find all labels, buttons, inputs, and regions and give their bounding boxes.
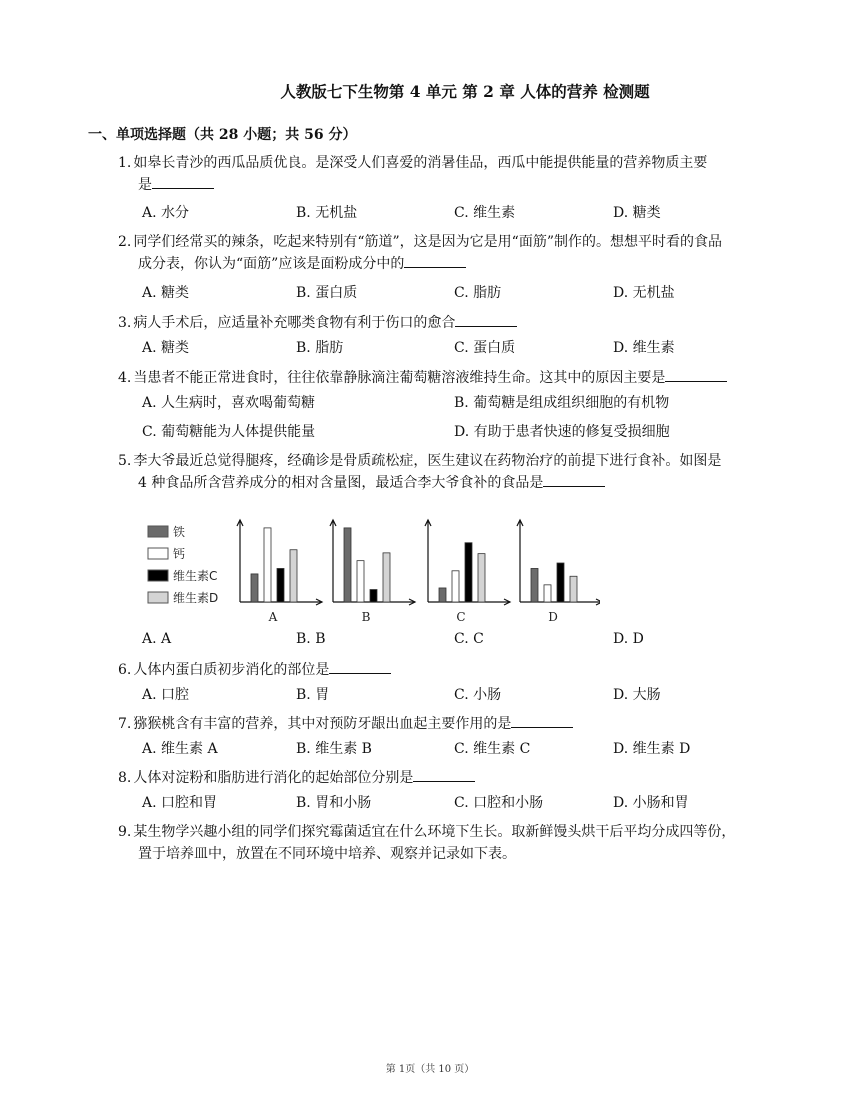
bar-a-3 <box>277 568 284 602</box>
options-4-row2 <box>142 421 742 443</box>
answer-blank[interactable] <box>511 713 573 728</box>
option-d[interactable]: D. 有助于患者快速的修复受损细胞 <box>454 424 670 440</box>
bar-b-1 <box>344 528 351 602</box>
question-2 <box>118 231 768 275</box>
question-text: 人体内蛋白质初步消化的部位是 <box>133 662 330 678</box>
question-text: 某生物学兴趣小组的同学们探究霉菌适宜在什么环境下生长。取新鲜馒头烘干后平均分成四等份， <box>133 824 736 840</box>
answer-blank[interactable] <box>413 767 475 782</box>
question-9 <box>118 821 768 865</box>
x-tick-label: C <box>456 610 466 624</box>
options-7 <box>142 738 742 760</box>
question-text: 如皋长青沙的西瓜品质优良。是深受人们喜爱的消暑佳品，西瓜中能提供能量的营养物质主要 <box>133 155 708 171</box>
option-c[interactable]: C. 葡萄糖能为人体提供能量 <box>142 424 316 440</box>
legend-label: 铁 <box>173 525 186 539</box>
legend-swatch <box>148 592 168 603</box>
bar-d-3 <box>557 563 564 602</box>
question-text-cont: 是 <box>138 177 152 193</box>
question-text: 李大爷最近总觉得腿疼，经确诊是骨质疏松症，医生建议在药物治疗的前提下进行食补。如图是 <box>133 453 722 469</box>
option-a[interactable]: A. 水分 <box>142 205 190 221</box>
bar-a-2 <box>264 528 271 602</box>
option-b[interactable]: B. 胃和小肠 <box>296 795 372 811</box>
question-1 <box>118 152 768 196</box>
bar-c-2 <box>452 571 459 602</box>
answer-blank[interactable] <box>455 312 517 327</box>
question-number: 6. <box>118 662 132 678</box>
option-d[interactable]: D. 无机盐 <box>613 285 675 301</box>
question-6 <box>118 659 768 681</box>
options-3 <box>142 337 742 359</box>
option-d[interactable]: D. D <box>613 631 644 647</box>
question-number: 4. <box>118 370 132 386</box>
question-text-cont: 4 种食品所含营养成分的相对含量图，最适合李大爷食补的食品是 <box>138 475 544 491</box>
legend-swatch <box>148 548 168 559</box>
question-text-cont: 成分表，你认为“面筋”应该是面粉成分中的 <box>138 256 405 272</box>
question-5 <box>118 450 768 494</box>
option-c[interactable]: C. 维生素 C <box>454 741 531 757</box>
question-text: 猕猴桃含有丰富的营养，其中对预防牙龈出血起主要作用的是 <box>133 716 512 732</box>
bar-d-2 <box>544 585 551 602</box>
options-8 <box>142 792 742 814</box>
legend-label: 钙 <box>173 547 186 561</box>
nutrient-bar-chart <box>140 512 600 624</box>
question-3 <box>118 312 768 334</box>
option-d[interactable]: D. 小肠和胃 <box>613 795 689 811</box>
options-1 <box>142 202 742 224</box>
option-d[interactable]: D. 糖类 <box>613 205 661 221</box>
option-c[interactable]: C. C <box>454 631 484 647</box>
question-8 <box>118 767 768 789</box>
question-text: 同学们经常买的辣条，吃起来特别有“筋道”，这是因为它是用“面筋”制作的。想想平时看的食品 <box>133 234 722 250</box>
option-b[interactable]: B. 维生素 B <box>296 741 372 757</box>
x-tick-label: B <box>361 610 371 624</box>
option-a[interactable]: A. 维生素 A <box>142 741 218 757</box>
legend-label: 维生素C <box>173 569 218 583</box>
option-a[interactable]: A. 口腔和胃 <box>142 795 218 811</box>
options-5 <box>142 631 742 653</box>
section-heading: 一、单项选择题（共 28 小题；共 56 分） <box>88 127 357 143</box>
question-number: 1. <box>118 155 132 171</box>
page-title: 人教版七下生物第 4 单元 第 2 章 人体的营养 检测题 <box>280 82 650 101</box>
option-d[interactable]: D. 维生素 D <box>613 741 691 757</box>
bar-c-1 <box>439 588 446 602</box>
question-text: 当患者不能正常进食时，往往依靠静脉滴注葡萄糖溶液维持生命。这其中的原因主要是 <box>133 370 666 386</box>
legend-swatch <box>148 570 168 581</box>
question-number: 5. <box>118 453 132 469</box>
question-text-cont: 置于培养皿中，放置在不同环境中培养、观察并记录如下表。 <box>138 846 516 862</box>
answer-blank[interactable] <box>404 253 466 268</box>
options-2 <box>142 282 742 304</box>
answer-blank[interactable] <box>329 659 391 674</box>
option-a[interactable]: A. 糖类 <box>142 285 190 301</box>
x-tick-label: A <box>268 610 278 624</box>
bar-a-1 <box>251 574 258 602</box>
legend-swatch <box>148 526 168 537</box>
option-a[interactable]: A. 人生病时，喜欢喝葡萄糖 <box>142 395 316 411</box>
option-a[interactable]: A. A <box>142 631 172 647</box>
option-b[interactable]: B. B <box>296 631 326 647</box>
option-c[interactable]: C. 维生素 <box>454 205 516 221</box>
question-number: 2. <box>118 234 132 250</box>
question-number: 9. <box>118 824 132 840</box>
bar-b-3 <box>370 590 377 602</box>
bar-a-4 <box>290 550 297 602</box>
page-footer: 第 1页（共 10 页） <box>385 1064 475 1075</box>
bar-d-4 <box>570 576 577 602</box>
option-a[interactable]: A. 糖类 <box>142 340 190 356</box>
option-b[interactable]: B. 蛋白质 <box>296 285 358 301</box>
question-4 <box>118 367 768 389</box>
bar-c-4 <box>478 554 485 602</box>
options-4-row1 <box>142 392 742 414</box>
bar-b-2 <box>357 561 364 602</box>
question-7 <box>118 713 768 735</box>
bar-b-4 <box>383 553 390 602</box>
option-c[interactable]: C. 口腔和小肠 <box>454 795 544 811</box>
option-b[interactable]: B. 脂肪 <box>296 340 344 356</box>
option-d[interactable]: D. 大肠 <box>613 687 661 703</box>
option-c[interactable]: C. 小肠 <box>454 687 502 703</box>
x-tick-label: D <box>548 610 558 624</box>
question-number: 3. <box>118 315 132 331</box>
option-c[interactable]: C. 脂肪 <box>454 285 502 301</box>
answer-blank[interactable] <box>665 367 727 382</box>
option-d[interactable]: D. 维生素 <box>613 340 675 356</box>
legend-label: 维生素D <box>173 591 219 605</box>
question-number: 8. <box>118 770 132 786</box>
option-a[interactable]: A. 口腔 <box>142 687 190 703</box>
option-b[interactable]: B. 葡萄糖是组成组织细胞的有机物 <box>454 395 670 411</box>
bar-c-3 <box>465 543 472 602</box>
bar-d-1 <box>531 568 538 602</box>
option-b[interactable]: B. 无机盐 <box>296 205 358 221</box>
option-b[interactable]: B. 胃 <box>296 687 330 703</box>
question-text: 病人手术后，应适量补充哪类食物有利于伤口的愈合 <box>133 315 456 331</box>
option-c[interactable]: C. 蛋白质 <box>454 340 516 356</box>
options-6 <box>142 684 742 706</box>
answer-blank[interactable] <box>152 174 214 189</box>
question-number: 7. <box>118 716 132 732</box>
question-text: 人体对淀粉和脂肪进行消化的起始部位分别是 <box>133 770 414 786</box>
answer-blank[interactable] <box>543 472 605 487</box>
